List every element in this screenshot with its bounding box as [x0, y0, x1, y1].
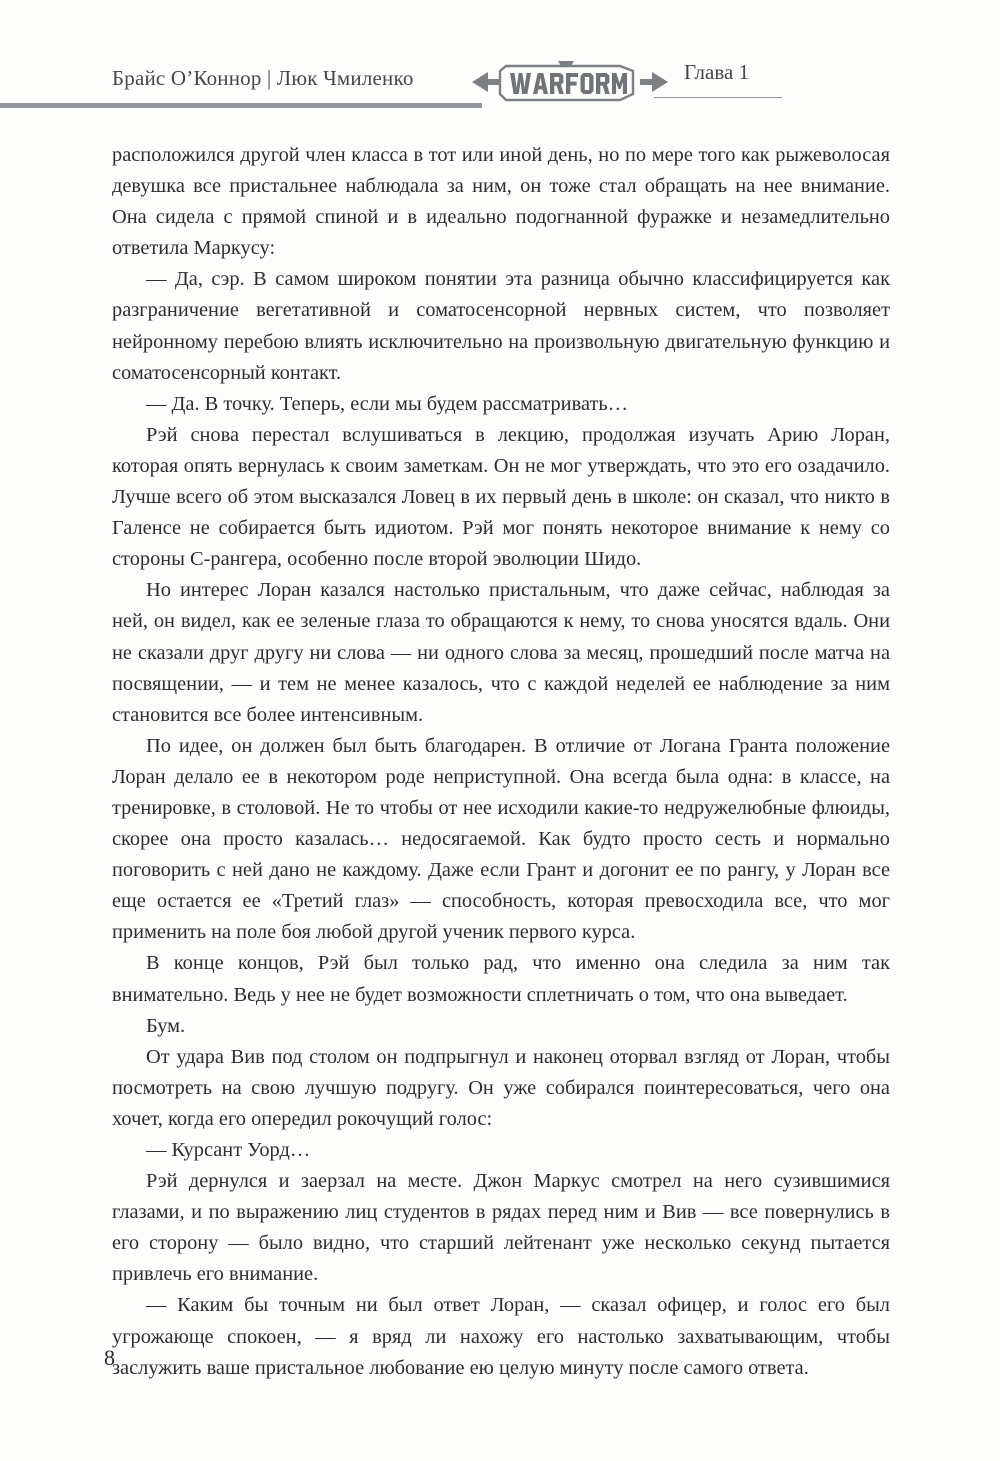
- page-body: [112, 140, 890, 1384]
- page-number: 8: [104, 1345, 115, 1370]
- paragraph: От удара Вив под столом он подпрыгнул и наконец оторвал взгляд от Лоран, чтобы посмотреть на свою лучшую подругу. Он уже собирался поинтересоваться, чего она хочет, когда его опередил рокочущий голос:: [112, 1045, 890, 1130]
- header-chapter-label: Глава 1: [684, 60, 750, 84]
- paragraph: Рэй дернулся и заерзал на месте. Джон Маркус смотрел на него сузившимися глазами, и по выражению лиц студентов в рядах перед ним и Вив — все повернулись в его сторону — было видно, что старший лейтенант уже несколько секунд пытается привлечь его внимание.: [112, 1170, 890, 1286]
- paragraph: По идее, он должен был быть благодарен. В отличие от Логана Гранта положение Лоран делало ее в некотором роде неприступной. Она всегда была одна: в классе, на тренировке, в столовой. Не то чтобы от нее исходили какие-то недружелюбные флюиды, скорее она просто казалась… недосягаемой. Как будто просто сесть и нормально поговорить с ней дано не каждому. Даже если Грант и догонит ее по рангу, у Лоран все еще остается ее «Третий глаз» — способность, которая превосходила все, что мог применить на поле боя любой другой ученик первого курса.: [112, 734, 890, 944]
- paragraph: Но интерес Лоран казался настолько пристальным, что даже сейчас, наблюдая за ней, он видел, как ее зеленые глаза то обращаются к нему, то снова уносятся вдаль. Они не сказали друг другу ни слова — ни одного слова за месяц, прошедший после матча на посвящении, — и тем не менее казалось, что с каждой неделей ее наблюдение за ним становится все более интенсивным.: [112, 579, 890, 726]
- paragraph: Бум.: [146, 1014, 186, 1037]
- header-rule-thin: [654, 97, 782, 98]
- paragraph: — Курсант Уорд…: [146, 1139, 311, 1161]
- paragraph: расположился другой член класса в тот или иной день, но по мере того как рыжеволосая девушка все пристальнее наблюдала за ним, он тоже стал обращать на нее внимание. Она сидела с прямой спиной и в идеально подогнанной фуражке и незамедлительно ответила Маркусу:: [112, 144, 890, 260]
- paragraph: — Да, сэр. В самом широком понятии эта разница обычно классифицируется как разграничение вегетативной и соматосенсорной нервных систем, что позволяет нейронному перебою влиять исключительно на произвольную двигательную функцию и соматосенсорный контакт.: [112, 268, 890, 384]
- header-rule-thick: [0, 103, 482, 108]
- paragraph: — Каким бы точным ни был ответ Лоран, — сказал офицер, и голос его был угрожающе спокоен, — я вряд ли нахожу его настолько захватывающим, чтобы заслужить ваше пристальное любование ею целую минуту после самого ответа.: [112, 1294, 890, 1379]
- paragraph: Рэй снова перестал вслушиваться в лекцию, продолжая изучать Арию Лоран, которая опять вернулась к своим заметкам. Он не мог утверждать, что это его озадачило. Лучше всего об этом высказался Ловец в их первый день в школе: он сказал, что никто в Галенсе не собирается быть идиотом. Рэй мог понять некоторое внимание к нему со стороны С-рангера, особенно после второй эволюции Шидо.: [112, 423, 890, 571]
- running-header: [0, 60, 1000, 120]
- warformed-logo: [470, 56, 670, 108]
- paragraph: — Да. В точку. Теперь, если мы будем рассматривать…: [146, 392, 629, 415]
- paragraph: В конце концов, Рэй был только рад, что именно она следила за ним так внимательно. Ведь у нее не будет возможности сплетничать о том, что она выведает.: [112, 952, 890, 1006]
- header-authors: Брайс О’Коннор | Люк Чмиленко: [112, 66, 414, 90]
